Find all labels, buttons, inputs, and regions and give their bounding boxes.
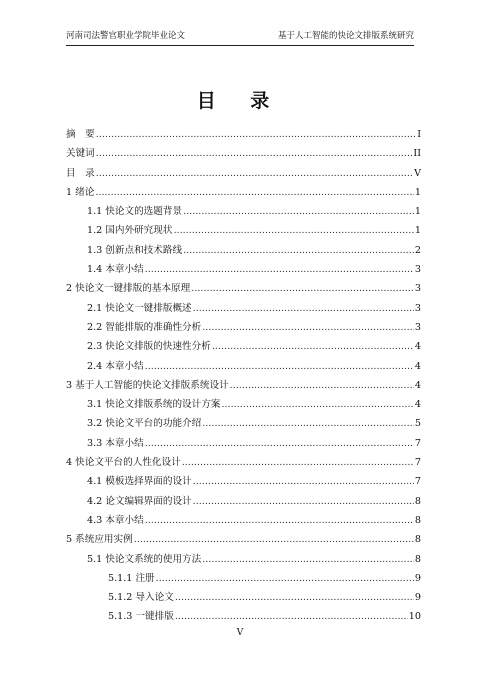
table-of-contents bbox=[66, 126, 421, 628]
toc-leader-dots bbox=[175, 592, 414, 603]
toc-leader-dots bbox=[175, 611, 408, 622]
toc-leader-dots bbox=[193, 476, 414, 487]
toc-entry[interactable] bbox=[66, 415, 421, 434]
toc-entry[interactable] bbox=[66, 589, 421, 608]
toc-entry[interactable] bbox=[66, 203, 421, 222]
toc-leader-dots bbox=[202, 554, 414, 565]
toc-entry-page: 3 bbox=[414, 264, 421, 276]
toc-entry-label: 4.1 模板选择界面的设计 bbox=[87, 476, 192, 488]
toc-entry-page: 3 bbox=[414, 321, 421, 333]
toc-entry-label: 4 快论文平台的人性化设计 bbox=[66, 457, 181, 469]
toc-leader-dots bbox=[193, 303, 414, 314]
toc-entry[interactable] bbox=[66, 126, 421, 145]
toc-entry[interactable] bbox=[66, 300, 421, 319]
toc-leader-dots bbox=[145, 361, 414, 372]
toc-leader-dots bbox=[145, 515, 414, 526]
toc-entry-page: II bbox=[413, 148, 421, 160]
running-header bbox=[66, 30, 414, 42]
toc-entry-page: 2 bbox=[414, 244, 421, 256]
toc-leader-dots bbox=[134, 534, 414, 545]
toc-entry[interactable] bbox=[66, 454, 421, 473]
toc-entry[interactable] bbox=[66, 358, 421, 377]
toc-leader-dots bbox=[96, 148, 413, 159]
toc-entry-page: 3 bbox=[414, 283, 421, 295]
toc-entry-page: 1 bbox=[414, 225, 421, 237]
toc-entry[interactable] bbox=[66, 338, 421, 357]
page-title: 目 录 bbox=[196, 90, 284, 112]
toc-leader-dots bbox=[183, 245, 414, 256]
toc-entry-page: 3 bbox=[414, 302, 421, 314]
toc-leader-dots bbox=[173, 225, 413, 236]
toc-leader-dots bbox=[182, 457, 414, 468]
toc-leader-dots bbox=[212, 341, 414, 352]
toc-entry[interactable] bbox=[66, 608, 421, 627]
toc-leader-dots bbox=[145, 264, 414, 275]
toc-leader-dots bbox=[230, 380, 414, 391]
toc-leader-dots bbox=[202, 322, 414, 333]
toc-entry-label: 3.3 本章小结 bbox=[87, 437, 144, 449]
toc-entry[interactable] bbox=[66, 242, 421, 261]
toc-entry-label: 1.1 快论文的选题背景 bbox=[87, 206, 183, 218]
toc-entry-label: 关键词 bbox=[66, 148, 95, 160]
toc-entry-page: 8 bbox=[414, 534, 421, 546]
toc-entry-label: 3.1 快论文排版系统的设计方案 bbox=[87, 399, 221, 411]
toc-entry-label: 目 录 bbox=[66, 167, 95, 179]
toc-entry-page: 4 bbox=[414, 399, 421, 411]
toc-entry-page: 7 bbox=[414, 437, 421, 449]
toc-entry-label: 5 系统应用实例 bbox=[66, 534, 133, 546]
toc-leader-dots bbox=[156, 573, 414, 584]
toc-entry-label: 5.1.1 注册 bbox=[108, 572, 155, 584]
toc-entry-label: 2.1 快论文一键排版概述 bbox=[87, 302, 192, 314]
toc-entry-page: 4 bbox=[414, 341, 421, 353]
toc-entry[interactable] bbox=[66, 261, 421, 280]
toc-entry[interactable] bbox=[66, 222, 421, 241]
toc-entry-label: 5.1.3 一键排版 bbox=[108, 611, 174, 623]
toc-entry-page: 1 bbox=[414, 186, 421, 198]
toc-entry-label: 1.4 本章小结 bbox=[87, 264, 144, 276]
toc-entry[interactable] bbox=[66, 165, 421, 184]
toc-entry-page: 9 bbox=[414, 592, 421, 604]
header-left: 河南司法警官职业学院毕业论文 bbox=[66, 31, 186, 41]
toc-leader-dots bbox=[95, 187, 414, 198]
page-number: V bbox=[236, 628, 244, 638]
toc-entry-page: 8 bbox=[414, 495, 421, 507]
toc-entry-label: 5.1.2 导入论文 bbox=[108, 592, 174, 604]
toc-entry-page: 9 bbox=[414, 572, 421, 584]
toc-leader-dots bbox=[145, 438, 414, 449]
toc-entry[interactable] bbox=[66, 493, 421, 512]
toc-leader-dots bbox=[96, 129, 416, 140]
toc-entry[interactable] bbox=[66, 396, 421, 415]
toc-entry[interactable] bbox=[66, 531, 421, 550]
toc-leader-dots bbox=[96, 168, 413, 179]
toc-entry[interactable] bbox=[66, 570, 421, 589]
toc-entry-page: V bbox=[414, 167, 421, 179]
toc-entry-label: 2 快论文一键排版的基本原理 bbox=[66, 283, 191, 295]
header-rule bbox=[66, 45, 414, 46]
toc-entry[interactable] bbox=[66, 512, 421, 531]
toc-leader-dots bbox=[193, 496, 414, 507]
toc-entry[interactable] bbox=[66, 184, 421, 203]
toc-entry-label: 3 基于人工智能的快论文排版系统设计 bbox=[66, 379, 229, 391]
toc-entry[interactable] bbox=[66, 319, 421, 338]
toc-entry-label: 1.3 创新点和技术路线 bbox=[87, 244, 183, 256]
toc-entry-page: 4 bbox=[414, 360, 421, 372]
toc-entry-label: 5.1 快论文系统的使用方法 bbox=[87, 553, 202, 565]
toc-entry-label: 4.2 论文编辑界面的设计 bbox=[87, 495, 192, 507]
toc-leader-dots bbox=[183, 206, 414, 217]
toc-entry-label: 2.2 智能排版的准确性分析 bbox=[87, 321, 202, 333]
toc-entry[interactable] bbox=[66, 377, 421, 396]
toc-entry[interactable] bbox=[66, 435, 421, 454]
toc-leader-dots bbox=[191, 283, 414, 294]
toc-entry-label: 2.4 本章小结 bbox=[87, 360, 144, 372]
toc-entry-page: 8 bbox=[414, 514, 421, 526]
toc-entry-page: 8 bbox=[414, 553, 421, 565]
toc-entry[interactable] bbox=[66, 145, 421, 164]
toc-entry-label: 1.2 国内外研究现状 bbox=[87, 225, 173, 237]
toc-entry-page: I bbox=[417, 129, 421, 140]
toc-entry-label: 摘 要 bbox=[66, 129, 95, 140]
header-right: 基于人工智能的快论文排版系统研究 bbox=[277, 31, 414, 41]
toc-entry-label: 3.2 快论文平台的功能介绍 bbox=[87, 418, 202, 430]
toc-leader-dots bbox=[202, 418, 414, 429]
toc-entry-label: 2.3 快论文排版的快速性分析 bbox=[87, 341, 211, 353]
toc-entry-page: 7 bbox=[414, 476, 421, 488]
toc-entry-page: 10 bbox=[408, 611, 421, 623]
toc-entry[interactable] bbox=[66, 280, 421, 299]
toc-entry-label: 1 绪论 bbox=[66, 186, 95, 198]
toc-entry-page: 7 bbox=[414, 457, 421, 469]
toc-entry-page: 1 bbox=[414, 206, 421, 218]
toc-leader-dots bbox=[221, 399, 413, 410]
toc-entry-label: 4.3 本章小结 bbox=[87, 514, 144, 526]
toc-entry[interactable] bbox=[66, 551, 421, 570]
toc-entry[interactable] bbox=[66, 473, 421, 492]
toc-entry-page: 5 bbox=[414, 418, 421, 430]
toc-entry-page: 4 bbox=[414, 379, 421, 391]
